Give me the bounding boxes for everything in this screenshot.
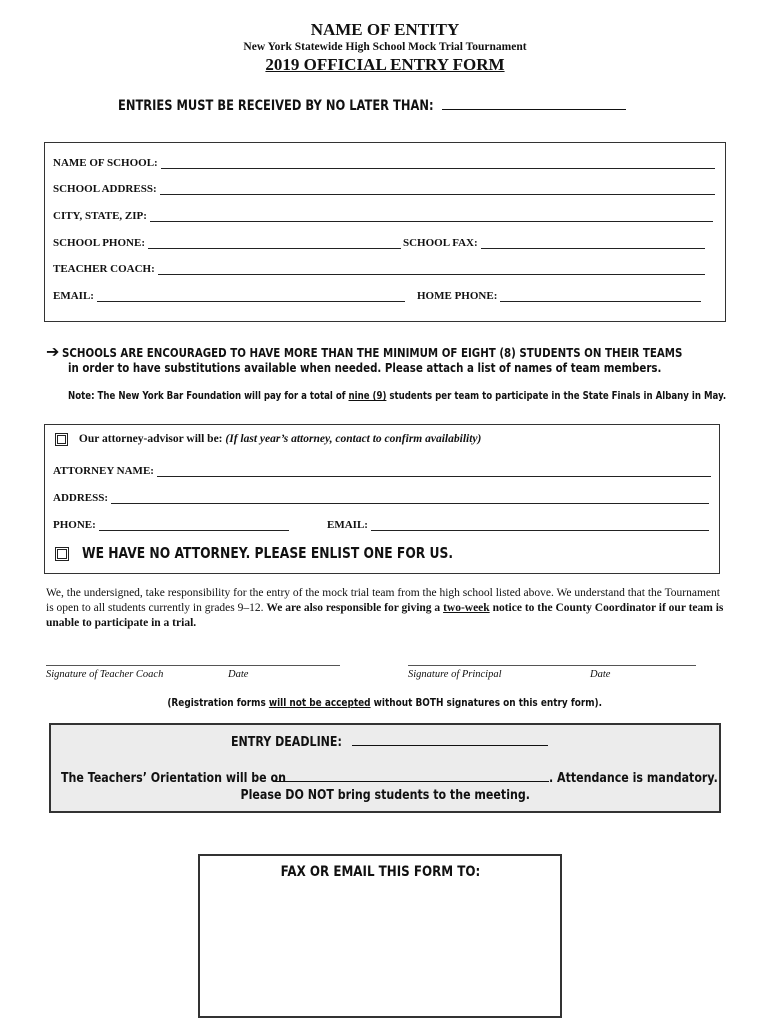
attorney-address-row (53, 492, 709, 504)
home-phone-label: HOME PHONE: (417, 290, 498, 302)
teacher-coach-label: TEACHER COACH: (53, 263, 155, 275)
attorney-phone-label: PHONE: (53, 519, 96, 531)
entry-deadline-label: ENTRY DEADLINE: (231, 735, 342, 750)
school-fax-row (403, 237, 705, 249)
tournament-name: New York Statewide High School Mock Trial Tournament (243, 41, 527, 53)
school-fax-field[interactable] (481, 239, 705, 249)
fax-label: FAX OR EMAIL THIS FORM TO: (280, 864, 480, 880)
responsibility-two-week: two-week (443, 602, 490, 614)
email-field[interactable] (97, 292, 405, 302)
bar-note-prefix: Note: The New York Bar Foundation will pay for a total of (68, 390, 349, 402)
registration-note-underlined: will not be accepted (269, 697, 371, 709)
advisor-checkbox[interactable] (55, 433, 68, 446)
encourage-note-2 (68, 360, 770, 375)
school-phone-row (53, 237, 401, 249)
city-state-zip-row (53, 210, 713, 222)
attorney-box (44, 424, 720, 574)
bar-note-count: nine (9) (348, 390, 387, 402)
entity-name: NAME OF ENTITY (310, 20, 460, 39)
attorney-name-label: ATTORNEY NAME: (53, 465, 154, 477)
encourage-line-2: in order to have substitutions available when needed. Please attach a list of names of team members. (68, 360, 662, 375)
email-row (53, 290, 405, 302)
home-phone-row (417, 290, 701, 302)
city-state-zip-label: CITY, STATE, ZIP: (53, 210, 147, 222)
entry-deadline-row (231, 733, 548, 750)
school-info-box (44, 142, 726, 322)
school-address-field[interactable] (160, 185, 715, 195)
attorney-address-field[interactable] (111, 494, 709, 504)
no-attorney-checkbox[interactable] (55, 547, 69, 561)
fax-label-row (200, 864, 560, 880)
encourage-note (46, 342, 770, 361)
no-students-row (51, 788, 719, 803)
school-name-row (53, 157, 715, 169)
teacher-signature-line[interactable] (46, 665, 340, 666)
school-phone-field[interactable] (148, 239, 401, 249)
responsibility-bold-prefix: We are also responsible for giving a (266, 602, 444, 614)
city-state-zip-field[interactable] (150, 212, 713, 222)
responsibility-bold-suffix: notice to the County Coordinator if our team is unable to participate in a trial. (46, 602, 724, 629)
entry-deadline-field[interactable] (352, 733, 548, 746)
school-name-label: NAME OF SCHOOL: (53, 157, 158, 169)
school-phone-label: SCHOOL PHONE: (53, 237, 145, 249)
entries-deadline-row (118, 98, 626, 114)
entries-deadline-label: ENTRIES MUST BE RECEIVED BY NO LATER THAN: (118, 98, 434, 114)
principal-date-label: Date (590, 669, 611, 680)
advisor-hint: (If last year’s attorney, contact to confirm availability) (225, 433, 482, 446)
registration-note-prefix: (Registration forms (167, 697, 270, 709)
no-attorney-row (55, 544, 535, 562)
attorney-address-label: ADDRESS: (53, 492, 109, 504)
orientation-row (61, 769, 748, 786)
no-attorney-label: WE HAVE NO ATTORNEY. PLEASE ENLIST ONE FOR US. (82, 544, 454, 562)
form-title: 2019 OFFICIAL ENTRY FORM (265, 55, 505, 74)
registration-note (0, 697, 770, 709)
encourage-line-1: SCHOOLS ARE ENCOURAGED TO HAVE MORE THAN THE MINIMUM OF EIGHT (8) STUDENTS ON THEIR TEAMS (62, 345, 683, 360)
entries-deadline-field[interactable] (442, 109, 626, 110)
teacher-coach-field[interactable] (158, 265, 705, 275)
school-address-label: SCHOOL ADDRESS: (53, 183, 157, 195)
attorney-phone-field[interactable] (99, 521, 289, 531)
advisor-row (55, 433, 481, 446)
principal-signature-label: Signature of Principal (408, 669, 502, 680)
arrow-right-icon: ➔ (46, 342, 60, 361)
attorney-email-row (327, 519, 709, 531)
registration-note-suffix: without BOTH signatures on this entry form). (370, 697, 603, 709)
teacher-coach-row (53, 263, 705, 275)
attorney-name-field[interactable] (157, 467, 711, 477)
email-label: EMAIL: (53, 290, 94, 302)
home-phone-field[interactable] (500, 292, 701, 302)
school-fax-label: SCHOOL FAX: (403, 237, 478, 249)
bar-note-suffix: students per team to participate in the State Finals in Albany in May. (386, 390, 727, 402)
orientation-date-field[interactable] (273, 769, 549, 782)
fax-box (198, 854, 562, 1018)
teacher-date-label: Date (228, 669, 249, 680)
orientation-prefix: The Teachers’ Orientation will be on (61, 771, 286, 786)
school-name-field[interactable] (161, 159, 715, 169)
principal-signature-line[interactable] (408, 665, 696, 666)
teacher-signature-label: Signature of Teacher Coach (46, 669, 164, 680)
no-students-text: Please DO NOT bring students to the meeting. (240, 788, 530, 803)
advisor-label: Our attorney-advisor will be: (78, 433, 223, 446)
attorney-name-row (53, 465, 711, 477)
attorney-phone-row (53, 519, 289, 531)
attorney-email-field[interactable] (371, 521, 709, 531)
attorney-email-label: EMAIL: (327, 519, 368, 531)
orientation-suffix: . Attendance is mandatory. (549, 771, 718, 786)
deadline-box (49, 723, 721, 813)
bar-foundation-note (68, 390, 770, 402)
responsibility-paragraph (46, 586, 728, 631)
responsibility-text: We, the undersigned, take responsibility for the entry of the mock trial team from the high school listed above. We understand that the Tournament is open to all students currently in grades 9–12. (46, 587, 720, 614)
school-address-row (53, 183, 715, 195)
